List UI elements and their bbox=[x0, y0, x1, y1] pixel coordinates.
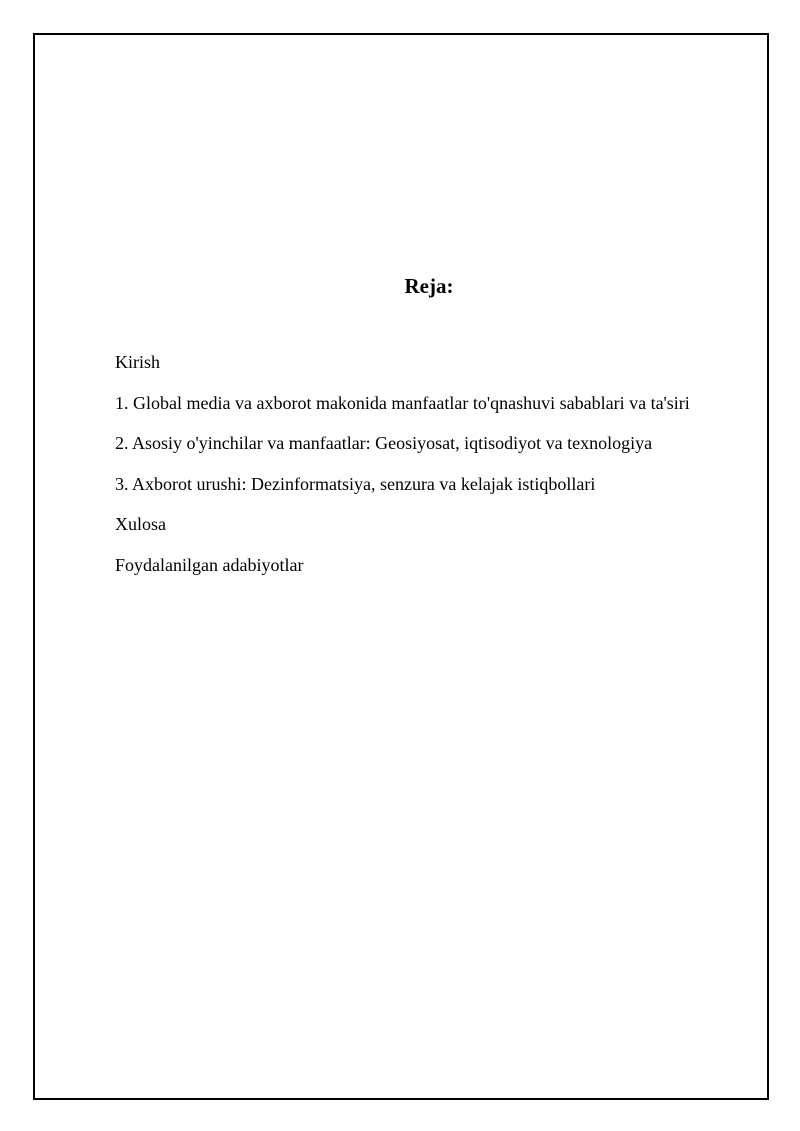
plan-item-introduction: Kirish bbox=[115, 352, 160, 372]
page-title: Reja: bbox=[404, 274, 454, 298]
plan-item-section-1: 1. Global media va axborot makonida manfaatlar to'qnashuvi sabablari va ta'siri bbox=[115, 392, 690, 413]
plan-item-section-2: 2. Asosiy o'yinchilar va manfaatlar: Geosiyosat, iqtisodiyot va texnologiya bbox=[115, 433, 653, 453]
plan-list bbox=[115, 348, 755, 591]
plan-item-conclusion: Xulosa bbox=[115, 514, 166, 534]
plan-item-references: Foydalanilgan adabiyotlar bbox=[115, 554, 304, 575]
plan-item-section-3: 3. Axborot urushi: Dezinformatsiya, senzura va kelajak istiqbollari bbox=[115, 473, 596, 494]
